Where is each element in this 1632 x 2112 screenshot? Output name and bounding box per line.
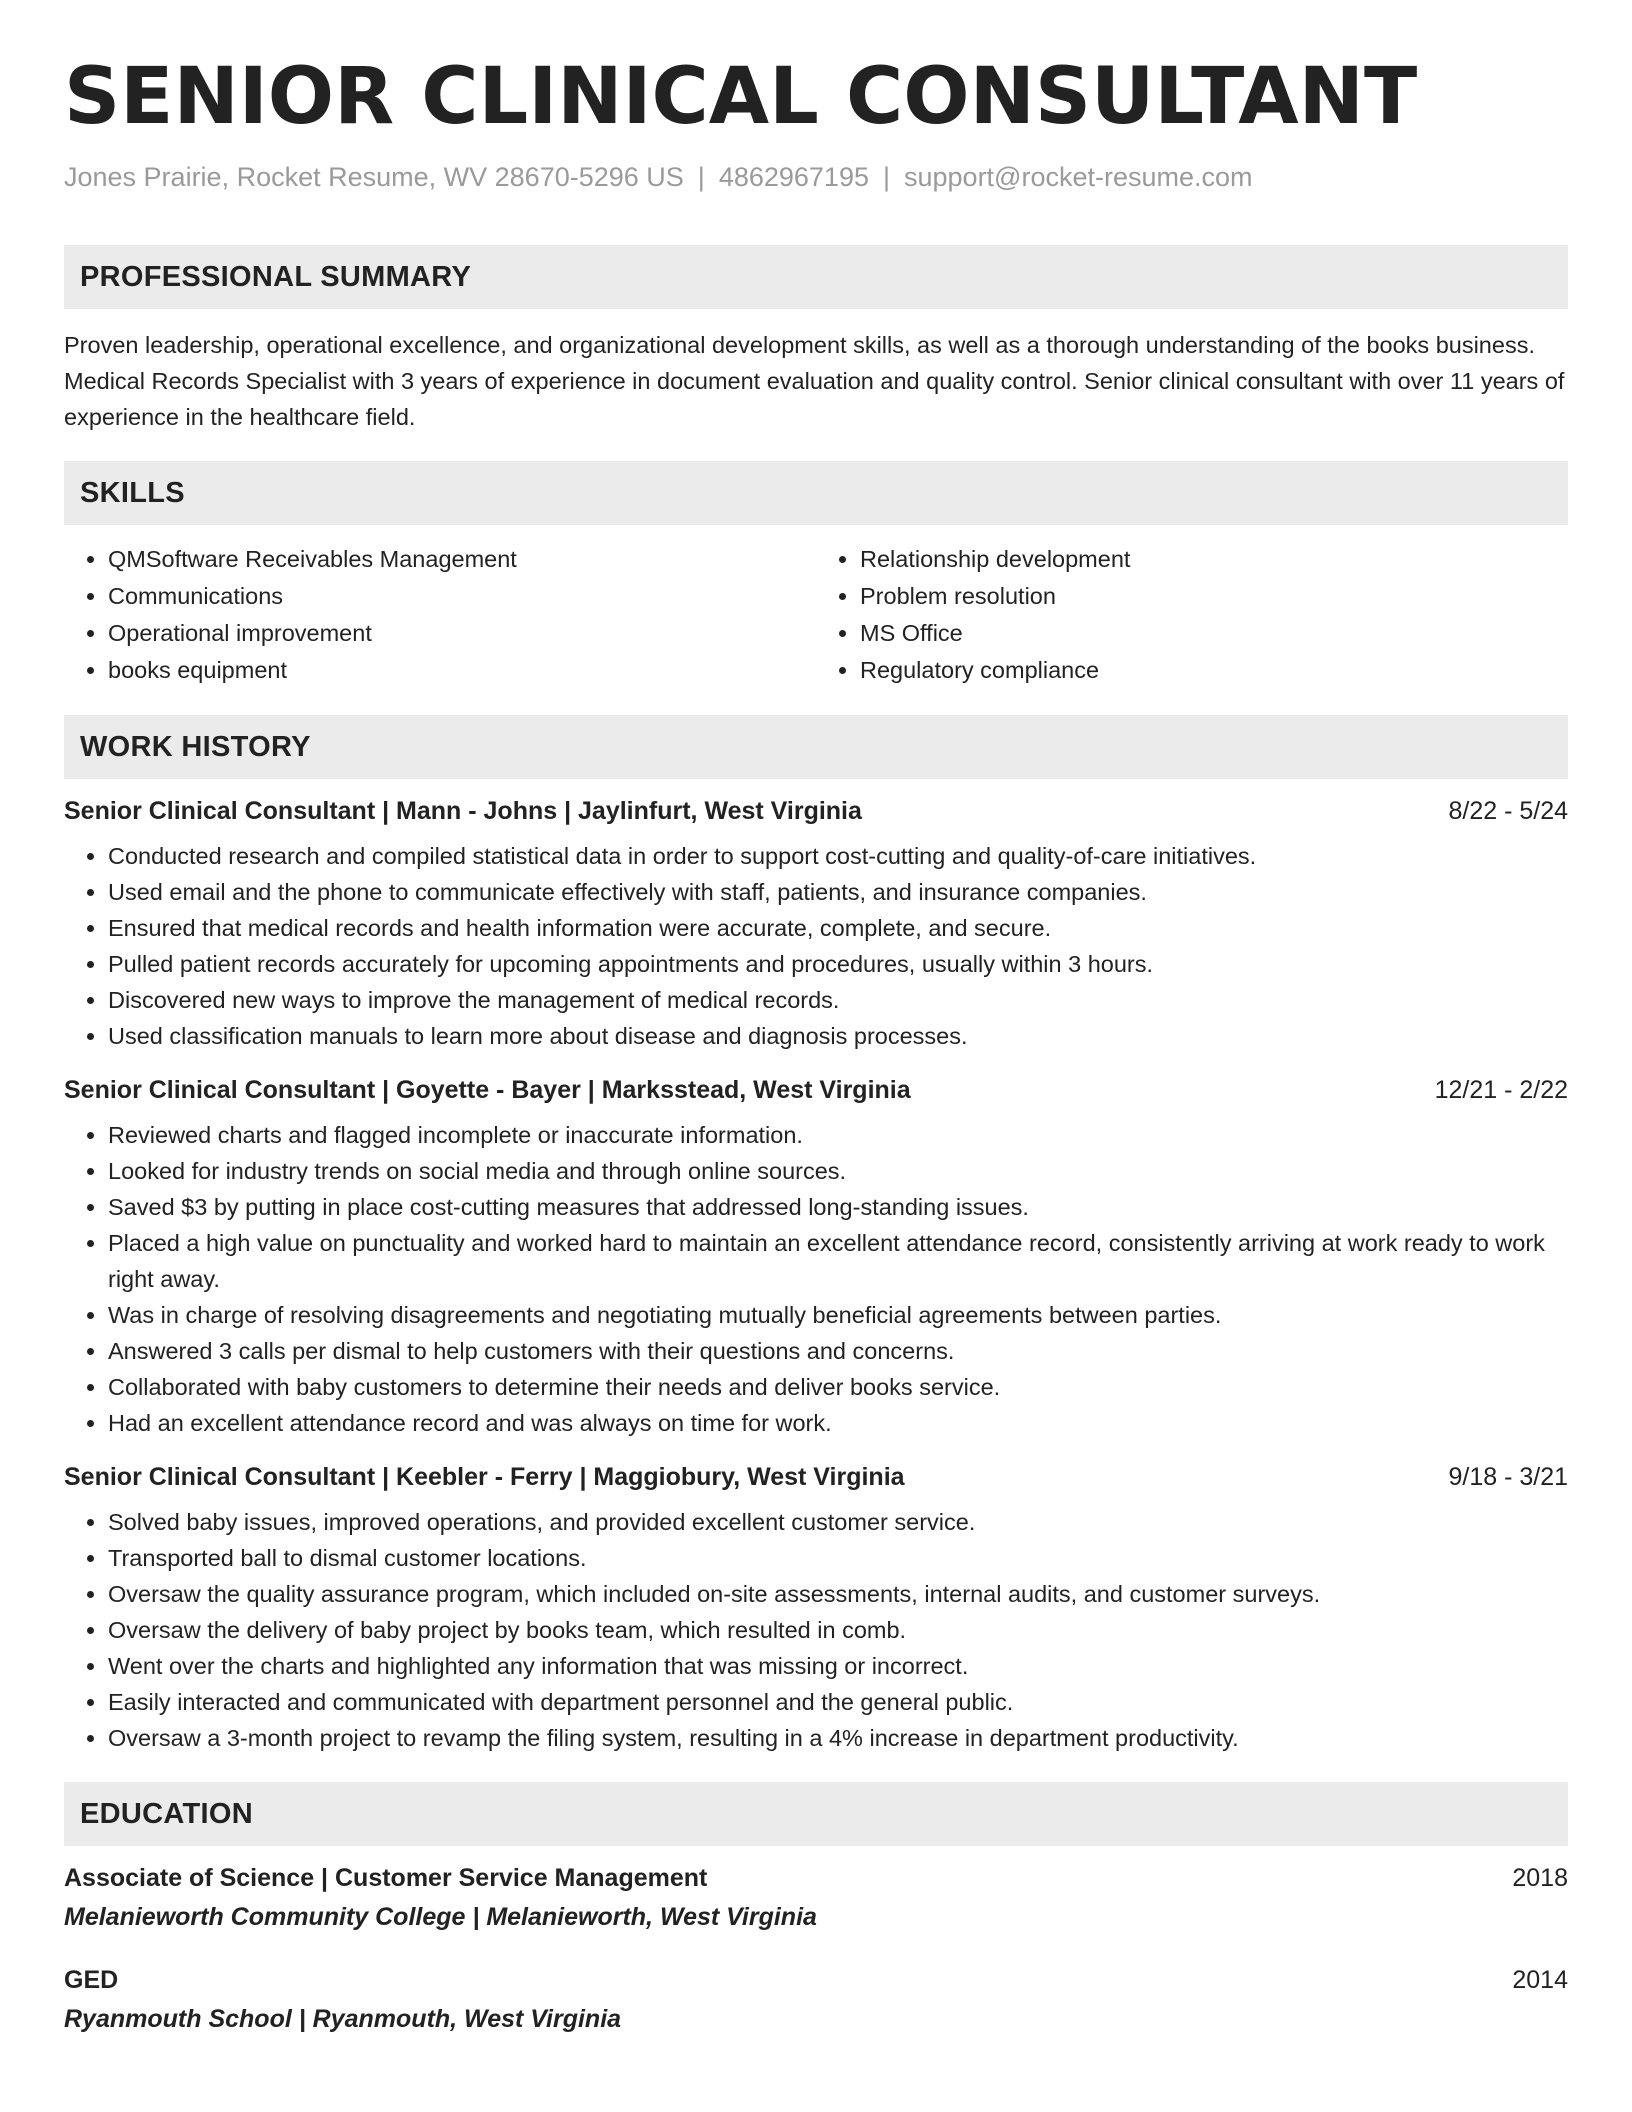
job-bullet: • Went over the charts and highlighted any information that was missing or incorrect. [108,1648,1568,1684]
job-header [64,797,1568,826]
job-bullet: • Transported ball to dismal customer locations. [108,1540,1568,1576]
skills-section-header [64,461,1568,525]
job-bullet: • Used classification manuals to learn more about disease and diagnosis processes. [108,1018,1568,1054]
job-bullet: • Was in charge of resolving disagreements and negotiating mutually beneficial agreements between parties. [108,1297,1568,1333]
school-name: Melanieworth Community College | Melanieworth, West Virginia [64,1903,817,1931]
education-section-header [64,1782,1568,1846]
graduation-year: 2014 [1512,1966,1568,1994]
job-bullet: • Used email and the phone to communicate effectively with staff, patients, and insurance companies. [108,874,1568,910]
work-heading: WORK HISTORY [80,730,311,763]
work-section-header [64,715,1568,779]
job-bullet: • Placed a high value on punctuality and worked hard to maintain an excellent attendance record, consistently arriving at work ready to work right away. [108,1225,1568,1297]
skill-item: • Communications [108,578,816,615]
job-bullets [64,1117,1568,1441]
job-bullet: • Easily interacted and communicated with department personnel and the general public. [108,1684,1568,1720]
education-entry [64,1864,1568,1932]
candidate-title: SENIOR CLINICAL CONSULTANT [64,52,1418,142]
job-dates: 9/18 - 3/21 [1448,1463,1568,1491]
skills-column-left [64,541,816,689]
contact-phone: 4862967195 [718,162,869,192]
skill-item: • books equipment [108,652,816,689]
education-header [64,1864,1568,1893]
job-bullet: • Oversaw the quality assurance program, which included on-site assessments, internal audits, and customer surveys. [108,1576,1568,1612]
job-bullets [64,1504,1568,1756]
skill-item: • Operational improvement [108,615,816,652]
skills-list [64,541,1568,689]
job-entry [64,797,1568,1054]
job-entry [64,1463,1568,1756]
education-heading: EDUCATION [80,1797,253,1830]
job-title: Senior Clinical Consultant | Goyette - Bayer | Marksstead, West Virginia [64,1076,911,1104]
job-bullet: • Answered 3 calls per dismal to help customers with their questions and concerns. [108,1333,1568,1369]
job-bullet: • Had an excellent attendance record and was always on time for work. [108,1405,1568,1441]
contact-separator: | [697,162,705,192]
job-title: Senior Clinical Consultant | Mann - Johns | Jaylinfurt, West Virginia [64,797,862,825]
job-bullet: • Saved $3 by putting in place cost-cutting measures that addressed long-standing issues. [108,1189,1568,1225]
job-bullet: • Reviewed charts and flagged incomplete or inaccurate information. [108,1117,1568,1153]
job-dates: 8/22 - 5/24 [1448,797,1568,825]
job-bullets [64,838,1568,1054]
skill-item: • Regulatory compliance [860,652,1568,689]
job-bullet: • Collaborated with baby customers to determine their needs and deliver books service. [108,1369,1568,1405]
job-bullet: • Solved baby issues, improved operations, and provided excellent customer service. [108,1504,1568,1540]
job-header [64,1076,1568,1105]
job-bullet: • Conducted research and compiled statistical data in order to support cost-cutting and quality-of-care initiatives. [108,838,1568,874]
job-bullet: • Looked for industry trends on social media and through online sources. [108,1153,1568,1189]
skill-item: • Relationship development [860,541,1568,578]
summary-section-header [64,245,1568,309]
job-bullet: • Ensured that medical records and health information were accurate, complete, and secure. [108,910,1568,946]
degree-title: Associate of Science | Customer Service Management [64,1864,708,1892]
job-bullet: • Oversaw a 3-month project to revamp the filing system, resulting in a 4% increase in department productivity. [108,1720,1568,1756]
job-bullet: • Discovered new ways to improve the management of medical records. [108,982,1568,1018]
skill-item: • MS Office [860,615,1568,652]
job-header [64,1463,1568,1492]
education-entry [64,1966,1568,2034]
skills-heading: SKILLS [80,476,185,509]
graduation-year: 2018 [1512,1864,1568,1892]
contact-line [64,162,1568,193]
degree-title: GED [64,1966,119,1994]
skill-item: • QMSoftware Receivables Management [108,541,816,578]
job-title: Senior Clinical Consultant | Keebler - Ferry | Maggiobury, West Virginia [64,1463,905,1491]
contact-address: Jones Prairie, Rocket Resume, WV 28670-5296 US [64,162,684,192]
job-bullet: • Oversaw the delivery of baby project by books team, which resulted in comb. [108,1612,1568,1648]
skills-column-right [816,541,1568,689]
education-header [64,1966,1568,1995]
summary-heading: PROFESSIONAL SUMMARY [80,260,472,293]
job-dates: 12/21 - 2/22 [1434,1076,1568,1104]
skill-item: • Problem resolution [860,578,1568,615]
summary-text: Proven leadership, operational excellence, and organizational development skills, as well as a thorough understanding of the books business. Medical Records Specialist with 3 years of experience in document evaluation and quality control. Senior clinical consultant with over 11 years of experience in the healthcare field. [64,332,1565,430]
contact-separator: | [882,162,890,192]
contact-email: support@rocket-resume.com [904,162,1253,192]
job-bullet: • Pulled patient records accurately for upcoming appointments and procedures, usually within 3 hours. [108,946,1568,982]
job-entry [64,1076,1568,1441]
school-name: Ryanmouth School | Ryanmouth, West Virginia [64,2005,622,2033]
